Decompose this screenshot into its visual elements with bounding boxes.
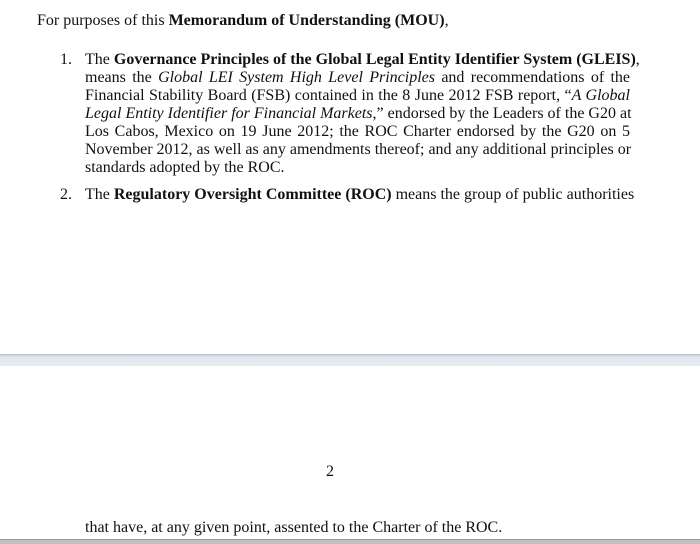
text-run: The [85, 51, 114, 68]
text-run: ,” endorsed by the Leaders of the G20 at [372, 105, 632, 122]
page-number: 2 [326, 463, 334, 480]
text-run: means the [85, 69, 159, 86]
text-line [85, 87, 630, 105]
definition-roc [85, 186, 635, 204]
text-line [85, 51, 640, 69]
intro-prefix: For purposes of this [37, 12, 169, 29]
text-run: and recommendations of the [435, 69, 631, 86]
text-line [85, 141, 630, 159]
page-bottom-border [0, 539, 700, 544]
italic-title: Legal Entity Identifier for Financial Markets [85, 105, 373, 122]
list-item-number: 2. [60, 186, 72, 203]
text-run: means the group of public authorities [391, 186, 635, 203]
continued-paragraph: that have, at any given point, assented to the Charter of the ROC. [85, 519, 503, 536]
text-line [85, 123, 630, 141]
list-item-number: 1. [60, 51, 72, 68]
text-line [85, 186, 635, 204]
text-line [85, 69, 630, 87]
text-run: standards adopted by the ROC. [85, 159, 285, 176]
text-run: The [85, 186, 114, 203]
italic-title: Global LEI System High Level Principles [158, 69, 435, 86]
text-run: November 2012, as well as any amendments thereof; and any additional principles or [85, 141, 632, 158]
text-run: Financial Stability Board (FSB) contained in the 8 June 2012 FSB report, “ [85, 87, 572, 104]
definition-gleis-principles [85, 51, 640, 177]
text-run: , [635, 51, 640, 68]
intro-paragraph [37, 12, 449, 30]
text-run: Los Cabos, Mexico on 19 June 2012; the ROC Charter endorsed by the G20 on 5 [85, 123, 630, 140]
text-line [85, 159, 630, 177]
document-page-bottom [0, 366, 700, 543]
defined-term: Regulatory Oversight Committee (ROC) [113, 186, 392, 203]
intro-suffix: , [444, 12, 449, 29]
text-line [85, 105, 630, 123]
italic-title: A Global [571, 87, 630, 104]
defined-term-mou: Memorandum of Understanding (MOU) [168, 12, 445, 29]
defined-term: Governance Principles of the Global Legal Entity Identifier System (GLEIS) [113, 51, 636, 68]
